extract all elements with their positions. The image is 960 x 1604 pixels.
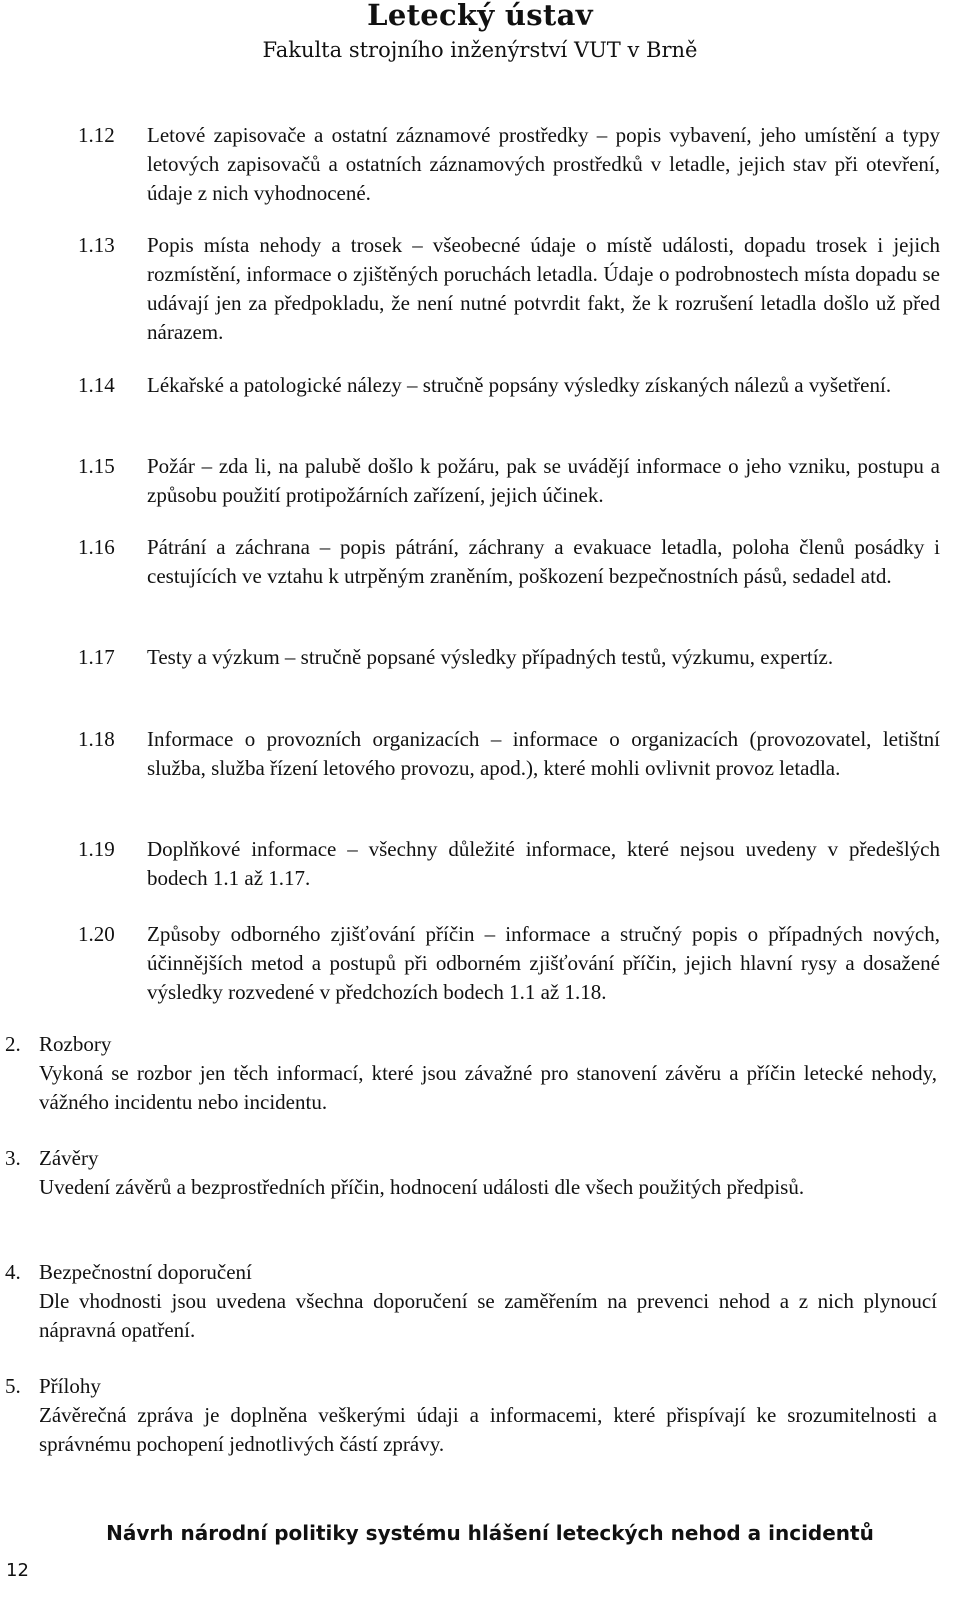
subsection-1-14 bbox=[78, 371, 940, 400]
subsection-number: 1.16 bbox=[78, 535, 115, 559]
section-title: Rozbory bbox=[39, 1032, 112, 1056]
subsection-1-19 bbox=[78, 835, 940, 893]
subsection-1-20 bbox=[78, 920, 940, 1007]
subsection-text: Pátrání a záchrana – popis pátrání, záchrany a evakuace letadla, poloha členů posádky i cestujících ve vztahu k utrpěným zraněním, poškození bezpečnostních pásů, sedadel atd. bbox=[147, 535, 940, 588]
subsection-1-18 bbox=[78, 725, 940, 783]
subsection-number: 1.12 bbox=[78, 123, 115, 147]
section-title: Přílohy bbox=[39, 1374, 101, 1398]
subsection-1-16 bbox=[78, 533, 940, 591]
subsection-number: 1.15 bbox=[78, 454, 115, 478]
header-subtitle: Fakulta strojního inženýrství VUT v Brně bbox=[262, 38, 698, 62]
subsection-text: Informace o provozních organizacích – informace o organizacích (provozovatel, letištní služba, služba řízení letového provozu, apod.), které mohli ovlivnit provoz letadla. bbox=[147, 727, 940, 780]
header-title: Letecký ústav bbox=[367, 0, 593, 32]
subsection-number: 1.14 bbox=[78, 373, 115, 397]
section-number: 5. bbox=[5, 1374, 21, 1398]
subsection-number: 1.19 bbox=[78, 837, 115, 861]
footer-title: Návrh národní politiky systému hlášení leteckých nehod a incidentů bbox=[106, 1521, 874, 1545]
subsection-text: Testy a výzkum – stručně popsané výsledky případných testů, výzkumu, expertíz. bbox=[147, 645, 834, 669]
subsection-text: Letové zapisovače a ostatní záznamové prostředky – popis vybavení, jeho umístění a typy letových zapisovačů a ostatních záznamových prostředků v letadle, jejich stav při otevření, údaje z nich vyhodnocené. bbox=[147, 123, 940, 205]
section-heading bbox=[5, 1144, 937, 1173]
section-text: Závěrečná zpráva je doplněna veškerými údaji a informacemi, které přispívají ke srozumitelnosti a správnému pochopení jednotlivých částí zprávy. bbox=[39, 1403, 937, 1456]
section-number: 4. bbox=[5, 1260, 21, 1284]
section-text: Uvedení závěrů a bezprostředních příčin, hodnocení události dle všech použitých předpisů. bbox=[39, 1175, 805, 1199]
subsection-text: Popis místa nehody a trosek – všeobecné údaje o místě události, dopadu trosek i jejich rozmístění, informace o zjištěných poruchách letadla. Údaje o podrobnostech místa dopadu se udávají jen za předpokladu, že není nutné potvrdit fakt, že k rozrušení letadla došlo už před nárazem. bbox=[147, 233, 940, 344]
section-number: 3. bbox=[5, 1146, 21, 1170]
subsection-number: 1.13 bbox=[78, 233, 115, 257]
section-3 bbox=[5, 1144, 937, 1202]
subsection-text: Doplňkové informace – všechny důležité informace, které nejsou uvedeny v předešlých bodech 1.1 až 1.17. bbox=[147, 837, 940, 890]
section-text: Vykoná se rozbor jen těch informací, které jsou závažné pro stanovení závěru a příčin letecké nehody, vážného incidentu nebo incidentu. bbox=[39, 1061, 937, 1114]
subsection-text: Způsoby odborného zjišťování příčin – informace a stručný popis o případných nových, účinnějších metod a postupů při odborném zjišťování příčin, jejich hlavní rysy a dosažené výsledky rozvedené v předchozích bodech 1.1 až 1.18. bbox=[147, 922, 940, 1004]
section-number: 2. bbox=[5, 1032, 21, 1056]
subsection-number: 1.17 bbox=[78, 645, 115, 669]
section-2 bbox=[5, 1030, 937, 1117]
section-4 bbox=[5, 1258, 937, 1345]
subsection-1-15 bbox=[78, 452, 940, 510]
subsection-1-13 bbox=[78, 231, 940, 347]
subsection-text: Požár – zda li, na palubě došlo k požáru, pak se uvádějí informace o jeho vzniku, postupu a způsobu použití protipožárních zařízení, jejich účinek. bbox=[147, 454, 940, 507]
subsection-text: Lékařské a patologické nálezy – stručně popsány výsledky získaných nálezů a vyšetření. bbox=[147, 373, 892, 397]
section-title: Závěry bbox=[39, 1146, 99, 1170]
section-heading bbox=[5, 1258, 937, 1287]
section-title: Bezpečnostní doporučení bbox=[39, 1260, 252, 1284]
subsection-1-17 bbox=[78, 643, 940, 672]
subsection-1-12 bbox=[78, 121, 940, 208]
subsection-number: 1.18 bbox=[78, 727, 115, 751]
subsection-number: 1.20 bbox=[78, 922, 115, 946]
section-heading bbox=[5, 1372, 937, 1401]
section-heading bbox=[5, 1030, 937, 1059]
page-number: 12 bbox=[6, 1560, 29, 1581]
section-text: Dle vhodnosti jsou uvedena všechna doporučení se zaměřením na prevenci nehod a z nich plynoucí nápravná opatření. bbox=[39, 1289, 937, 1342]
section-5 bbox=[5, 1372, 937, 1459]
